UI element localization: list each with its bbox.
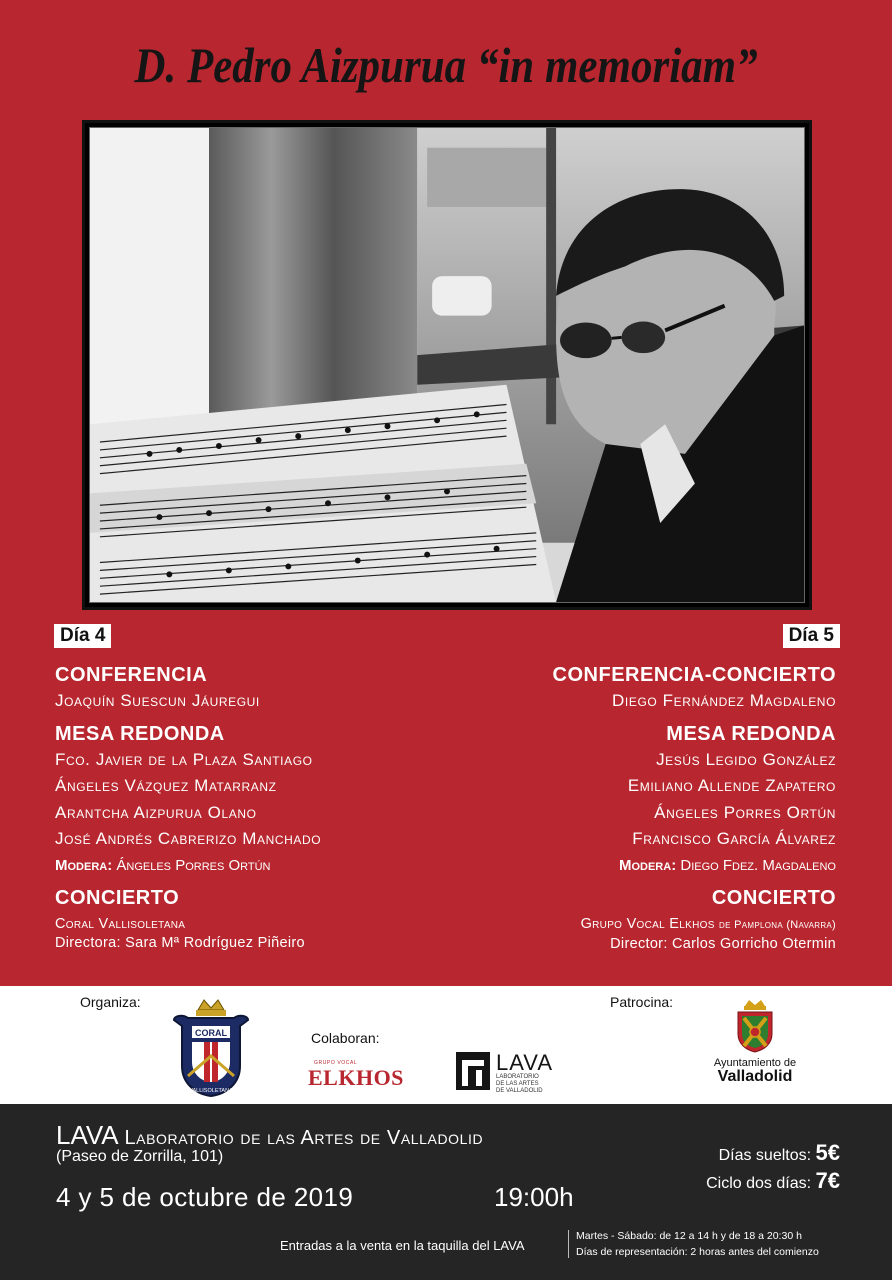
coral-vallisoletana-logo bbox=[168, 996, 254, 1100]
coral-logo-text: CORAL bbox=[195, 1028, 227, 1038]
day5-round-table-heading: MESA REDONDA bbox=[666, 722, 836, 745]
day4-round-table-heading: MESA REDONDA bbox=[55, 722, 225, 745]
price-two-days-value: 7€ bbox=[815, 1168, 840, 1193]
event-date: 4 y 5 de octubre de 2019 bbox=[56, 1182, 354, 1212]
organiza-label: Organiza: bbox=[80, 994, 141, 1010]
day4-program bbox=[55, 662, 475, 953]
elkhos-logo-name: ELKHOS bbox=[308, 1065, 404, 1090]
ticket-sales-info: Entradas a la venta en la taquilla del LAVA bbox=[280, 1238, 525, 1253]
day4-concert-director: Directora: Sara Mª Rodríguez Piñeiro bbox=[55, 934, 305, 951]
lava-logo-sub1: LABORATORIO bbox=[496, 1074, 539, 1080]
footer-info bbox=[0, 1104, 892, 1280]
footer-divider bbox=[568, 1230, 569, 1258]
day4-conference-heading: CONFERENCIA bbox=[55, 664, 208, 686]
day5-concert-director: Director: Carlos Gorricho Otermin bbox=[610, 935, 836, 952]
day4-moderator-name: Ángeles Porres Ortún bbox=[116, 856, 271, 874]
day5-moderator-name: Diego Fdez. Magdaleno bbox=[680, 856, 836, 874]
day5-concert-group-origin: de Pamplona (Navarra) bbox=[719, 918, 836, 931]
day5-program bbox=[416, 662, 836, 954]
day5-panelist: Francisco García Álvarez bbox=[632, 829, 836, 848]
day5-panelist: Emiliano Allende Zapatero bbox=[627, 776, 836, 795]
price-single-day-label: Días sueltos: bbox=[718, 1147, 812, 1164]
event-time: 19:00h bbox=[494, 1182, 574, 1212]
venue-name: LAVA bbox=[56, 1120, 118, 1150]
colaboran-label: Colaboran: bbox=[311, 1030, 380, 1046]
day5-concert-heading: CONCIERTO bbox=[711, 886, 836, 909]
day4-conference-speaker: Joaquín Suescun Jáuregui bbox=[55, 691, 260, 710]
day5-conference-heading: CONFERENCIA-CONCIERTO bbox=[552, 664, 836, 686]
coral-logo-ring-text: VALLISOLETANA bbox=[189, 1088, 233, 1094]
lava-logo bbox=[456, 1052, 566, 1096]
day4-concert-group: Coral Vallisoletana bbox=[55, 915, 186, 932]
price-two-days-label: Ciclo dos días: bbox=[706, 1175, 812, 1192]
day5-moderator bbox=[416, 853, 836, 879]
sponsors-band bbox=[0, 986, 892, 1104]
venue-address: (Paseo de Zorrilla, 101) bbox=[56, 1148, 224, 1165]
lava-logo-mark bbox=[456, 1052, 490, 1090]
day5-moderator-label: Modera: bbox=[618, 856, 677, 874]
venue-full-name: Laboratorio de las Artes de Valladolid bbox=[124, 1127, 484, 1149]
day4-panelist: Ángeles Vázquez Matarranz bbox=[55, 776, 277, 795]
price-single-day bbox=[719, 1140, 840, 1166]
portrait-photo bbox=[82, 120, 812, 610]
ayuntamiento-valladolid-logo bbox=[700, 998, 810, 1098]
day4-panelist: José Andrés Cabrerizo Manchado bbox=[55, 829, 322, 848]
page-title: D. Pedro Aizpurua “in memoriam” bbox=[134, 37, 758, 93]
day4-panelist: Arantcha Aizpurua Olano bbox=[55, 802, 257, 822]
day5-concert-group-line bbox=[416, 915, 836, 935]
day4-panelist: Fco. Javier de la Plaza Santiago bbox=[55, 749, 313, 769]
box-office-hours-line1: Martes - Sábado: de 12 a 14 h y de 18 a 20:30 h bbox=[576, 1230, 802, 1242]
lava-logo-name: LAVA bbox=[496, 1050, 553, 1075]
day4-concert-heading: CONCIERTO bbox=[55, 886, 180, 909]
patrocina-label: Patrocina: bbox=[610, 994, 674, 1010]
price-single-day-value: 5€ bbox=[815, 1140, 840, 1165]
valladolid-coat-of-arms-icon bbox=[732, 998, 778, 1054]
lava-logo-sub2: DE LAS ARTES bbox=[496, 1081, 539, 1087]
day4-moderator-label: Modera: bbox=[55, 856, 113, 874]
price-two-days bbox=[706, 1168, 840, 1194]
day4-label: Día 4 bbox=[54, 624, 111, 648]
day5-conference-speaker: Diego Fernández Magdaleno bbox=[612, 691, 836, 710]
day5-label: Día 5 bbox=[783, 624, 840, 648]
elkhos-logo bbox=[308, 1060, 426, 1096]
ayuntamiento-line2: Valladolid bbox=[717, 1068, 793, 1085]
box-office-hours bbox=[576, 1228, 819, 1260]
lava-logo-sub3: DE VALLADOLID bbox=[496, 1088, 543, 1094]
lava-logo-sub bbox=[496, 1074, 543, 1095]
day5-panelist: Jesús Legido González bbox=[656, 749, 836, 769]
elkhos-logo-small: GRUPO VOCAL bbox=[314, 1060, 358, 1066]
day4-moderator bbox=[55, 853, 475, 879]
box-office-hours-line2: Días de representación: 2 horas antes del comienzo bbox=[576, 1246, 819, 1258]
portrait-photo-image bbox=[90, 128, 804, 602]
day5-panelist: Ángeles Porres Ortún bbox=[654, 802, 836, 822]
day5-concert-group: Grupo Vocal Elkhos bbox=[580, 915, 715, 932]
ayuntamiento-line1: Ayuntamiento de bbox=[713, 1057, 797, 1069]
